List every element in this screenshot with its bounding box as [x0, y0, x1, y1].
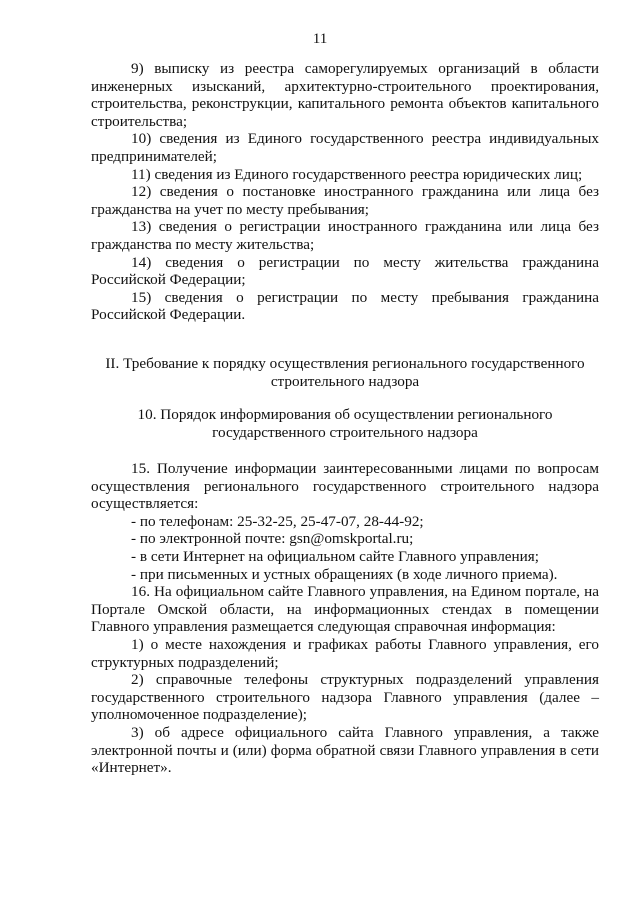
list-item: 9) выписку из реестра саморегулируемых организаций в области инженерных изысканий, архитектурно-строительного проектирования, строительства, реконструкции, капитального ремонта объектов капитального строительства;: [91, 60, 599, 130]
contact-item: - в сети Интернет на официальном сайте Главного управления;: [131, 547, 539, 565]
contact-item: - по телефонам: 25-32-25, 25-47-07, 28-44-92;: [131, 512, 424, 530]
page-number: 11: [312, 30, 328, 47]
contact-item: - по электронной почте: gsn@omskportal.ru;: [131, 530, 414, 548]
section-heading-line: строительного надзора: [270, 372, 420, 390]
list-item: 14) сведения о регистрации по месту жительства гражданина Российской Федерации;: [91, 253, 599, 289]
section-heading: [91, 355, 599, 390]
subsection-heading: [91, 406, 599, 441]
requirements-list: [91, 60, 599, 324]
list-item: 10) сведения из Единого государственного реестра индивидуальных предпринимателей;: [91, 130, 599, 165]
section-heading-line: II. Требование к порядку осуществления регионального государственного: [105, 355, 585, 372]
info-item: 3) об адресе официального сайта Главного управления, а также электронной почты и (или) форма обратной связи Главного управления в сети «Интернет».: [91, 723, 599, 777]
paragraph-text: 16. На официальном сайте Главного управления, на Едином портале, на Портале Омской области, на информационных стендах в помещении Главного управления размещается следующая справочная информация:: [91, 583, 599, 636]
paragraph-15: [91, 460, 599, 777]
subsection-heading-line: 10. Порядок информирования об осуществлении регионального: [137, 406, 553, 423]
paragraph-text: 15. Получение информации заинтересованными лицами по вопросам осуществления регионального государственного строительного надзора осуществляется:: [91, 460, 599, 513]
info-item: 2) справочные телефоны структурных подразделений управления государственного строительного надзора Главного управления (далее – уполномоченное подразделение);: [91, 671, 599, 724]
info-item: 1) о месте нахождения и графиках работы Главного управления, его структурных подразделений;: [91, 635, 599, 671]
list-item: 12) сведения о постановке иностранного гражданина или лица без гражданства на учет по месту пребывания;: [91, 183, 599, 218]
list-item: 11) сведения из Единого государственного реестра юридических лиц;: [131, 165, 583, 183]
list-item: 15) сведения о регистрации по месту пребывания гражданина Российской Федерации.: [91, 288, 599, 324]
contact-item: - при письменных и устных обращениях (в ходе личного приема).: [131, 565, 558, 583]
list-item: 13) сведения о регистрации иностранного гражданина или лица без гражданства по месту жительства;: [91, 218, 599, 253]
subsection-heading-line: государственного строительного надзора: [212, 423, 478, 441]
